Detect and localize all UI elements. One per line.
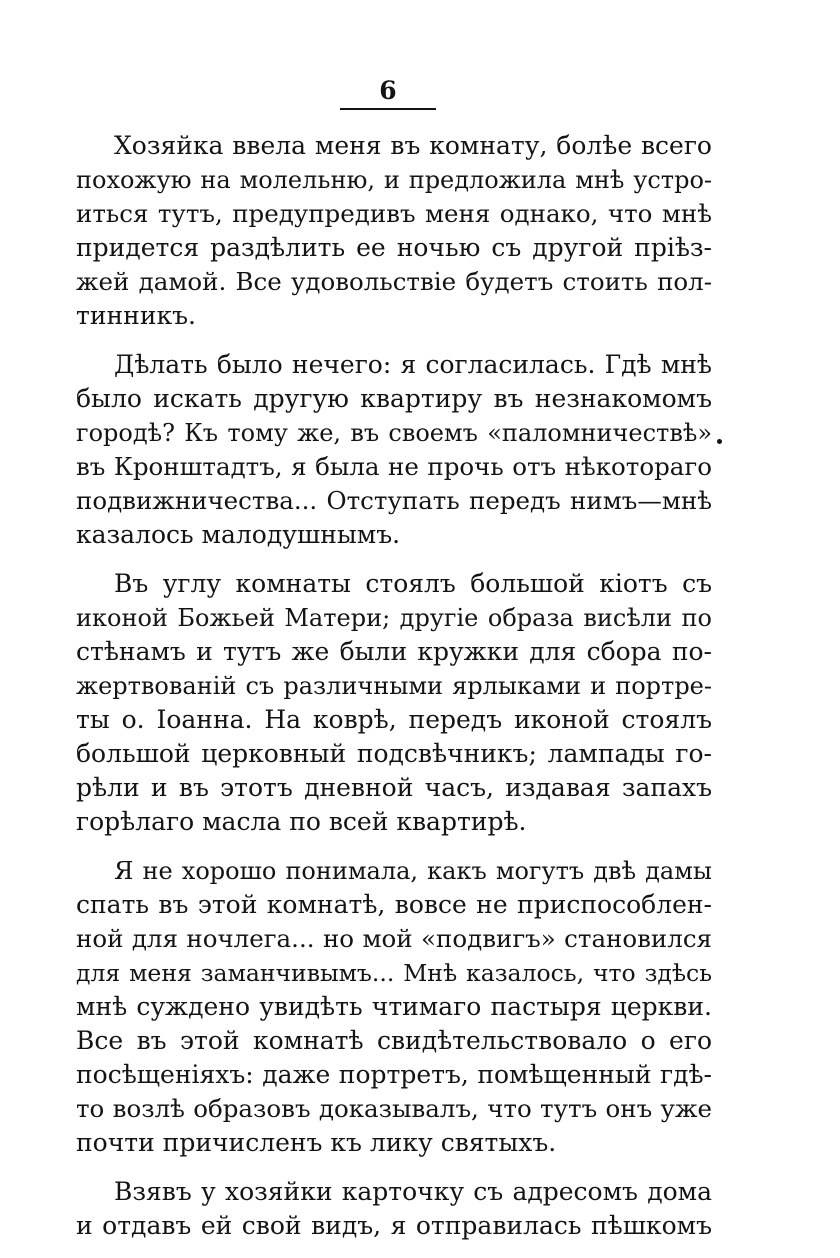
page-number: 6 — [379, 76, 397, 105]
text-line: Я не хорошо понимала, какъ могутъ двѣ дамы — [114, 857, 712, 885]
text-line: тинникъ. — [76, 301, 196, 330]
text-line: ной для ночлега... но мой «подвигъ» становился — [76, 924, 712, 953]
text-line: мнѣ суждено увидѣть чтимаго пастыря церкви. — [76, 992, 712, 1021]
text-line: горѣлаго масла по всей квартирѣ. — [76, 807, 527, 836]
paragraph-3 — [76, 567, 712, 839]
text-line: похожую на молельню, и предложила мнѣ устро- — [76, 166, 712, 194]
paragraph-4 — [76, 854, 712, 1160]
text-line: спать въ этой комнатѣ, вовсе не приспособлен- — [76, 890, 712, 919]
body-text — [76, 129, 712, 1258]
text-line: то возлѣ образовъ доказывалъ, что тутъ онъ уже — [76, 1094, 712, 1123]
text-line: и отдавъ ей свой видъ, я отправилась пѣшкомъ — [76, 1211, 712, 1240]
text-line: иться тутъ, предупредивъ меня однако, что мнѣ — [76, 199, 712, 228]
text-line: рѣли и въ этотъ дневной часъ, издавая запахъ — [76, 773, 712, 802]
text-line: придется раздѣлить ее ночью съ другой пріѣз- — [76, 233, 712, 262]
text-line: жертвованій съ различными ярлыками и портре- — [76, 672, 712, 700]
text-line: стѣнамъ и тутъ же были кружки для сбора по- — [76, 637, 712, 666]
text-line: Все въ этой комнатѣ свидѣтельствовало о его — [76, 1026, 712, 1055]
stray-ink-dot — [717, 439, 722, 444]
text-line: большой церковный подсвѣчникъ; лампады го- — [76, 739, 712, 768]
text-line: посѣщеніяхъ: даже портретъ, помѣщенный гдѣ- — [76, 1060, 712, 1089]
text-line: Въ углу комнаты стоялъ большой кіотъ съ — [114, 569, 712, 598]
text-line: для меня заманчивымъ... Мнѣ казалось, что здѣсь — [76, 959, 712, 987]
text-line: Взявъ у хозяйки карточку съ адресомъ дома — [114, 1177, 712, 1206]
text-line: иконой Божьей Матери; другіе образа висѣли по — [76, 604, 712, 632]
text-line: почти причисленъ къ лику святыхъ. — [76, 1128, 557, 1157]
paragraph-5 — [76, 1175, 712, 1243]
paragraph-2 — [76, 348, 712, 552]
text-line: казалось малодушнымъ. — [76, 520, 401, 549]
text-line: Дѣлать было нечего: я согласилась. Гдѣ мнѣ — [114, 350, 712, 379]
text-line: въ Кронштадтъ, я была не прочь отъ нѣкотораго — [76, 452, 712, 481]
text-line: было искать другую квартиру въ незнакомомъ — [76, 384, 712, 413]
text-line: жей дамой. Все удовольствіе будетъ стоить пол- — [76, 267, 712, 296]
paragraph-1 — [76, 129, 712, 333]
text-line: Хозяйка ввела меня въ комнату, болѣе всего — [114, 131, 712, 160]
text-line: городѣ? Къ тому же, въ своемъ «паломничествѣ» — [76, 419, 712, 447]
text-line: ты о. Іоанна. На коврѣ, передъ иконой стоялъ — [76, 705, 712, 734]
text-line: подвижничества... Отступать передъ нимъ—мнѣ — [76, 486, 712, 515]
page-number-rule — [340, 108, 436, 110]
